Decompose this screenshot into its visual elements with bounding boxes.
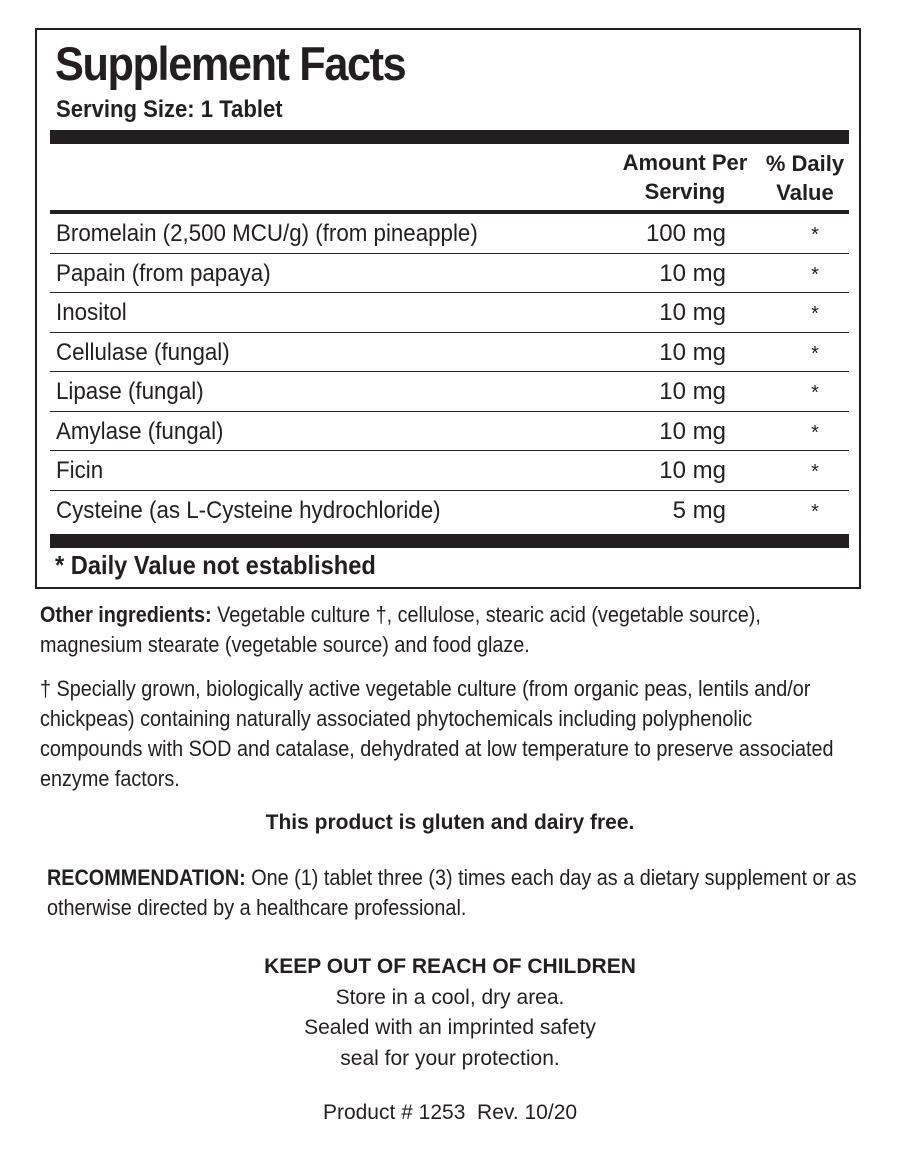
ingredient-daily-value: * [811,342,819,365]
ingredient-daily-value: * [811,461,819,483]
ingredient-daily-value: * [811,303,819,325]
ingredient-amount: 10 mg [659,259,726,287]
table-row [50,254,849,294]
table-row [50,491,849,530]
column-header-dv-line1: % Daily [765,151,845,176]
thick-divider-top [50,130,849,144]
supplement-facts-panel [35,28,861,589]
daily-value-footnote: * Daily Value not established [55,550,376,580]
ingredient-name: Ficin [56,457,104,484]
ingredient-amount: 10 mg [659,378,726,405]
ingredient-amount: 10 mg [659,457,726,484]
table-row [50,333,849,373]
serving-size: Serving Size: 1 Tablet [56,96,283,123]
table-row [50,412,849,452]
column-header-amount-line1: Amount Per [622,150,748,175]
ingredient-name: Papain (from papaya) [56,259,271,287]
ingredient-daily-value: * [811,224,819,246]
recommendation-label: RECOMMENDATION: [47,865,246,890]
column-header-amount-line2: Serving [644,179,726,204]
nutrient-table [50,214,849,529]
ingredient-amount: 10 mg [659,417,726,445]
table-row [50,214,849,254]
recommendation-text: One (1) tablet three (3) times each day as a dietary supplement or as otherwise directed by a healthcare professional. [47,865,857,920]
gluten-dairy-note: This product is gluten and dairy free. [265,811,635,834]
ingredient-amount: 100 mg [645,220,726,247]
ingredient-name: Cellulase (fungal) [56,338,230,366]
ingredient-daily-value: * [811,500,819,523]
other-ingredients [40,600,859,660]
other-ingredients-text: Vegetable culture †, cellulose, stearic acid (vegetable source), magnesium stearate (vegetable source) and food glaze. [40,602,761,657]
ingredient-name: Bromelain (2,500 MCU/g) (from pineapple) [56,220,478,247]
ingredient-daily-value: * [811,421,819,444]
ingredient-amount: 5 mg [672,496,726,524]
ingredient-name: Cysteine (as L-Cysteine hydrochloride) [56,496,441,524]
product-number: Product # 1253 Rev. 10/20 [322,1101,578,1124]
ingredient-daily-value: * [811,382,819,404]
table-row [50,293,849,333]
keep-out-warning: KEEP OUT OF REACH OF CHILDREN [264,955,636,978]
ingredient-daily-value: * [811,263,819,286]
table-row [50,372,849,412]
ingredient-name: Amylase (fungal) [56,417,224,445]
ingredient-amount: 10 mg [659,338,726,366]
culture-note: † Specially grown, biologically active vegetable culture (from organic peas, lentils and/or chickpeas) containing naturally associated phytochemicals including polyphenolic compounds with SOD and catalase, dehydrated at low temperature to preserve associated enzyme factors. [40,676,834,791]
thick-divider-bottom [50,534,849,548]
column-header-daily-value [759,149,851,207]
ingredient-name: Inositol [56,299,127,326]
storage-line-2: Sealed with an imprinted safety [304,1016,596,1039]
storage-line-1: Store in a cool, dry area. [335,986,565,1009]
storage-line-3: seal for your protection. [340,1047,560,1070]
ingredient-name: Lipase (fungal) [56,378,204,405]
other-ingredients-label: Other ingredients: [40,602,212,627]
panel-title: Supplement Facts [55,37,406,90]
column-header-dv-line2: Value [776,180,834,205]
column-header-amount [615,148,755,206]
ingredient-amount: 10 mg [659,299,726,326]
table-row [50,451,849,491]
recommendation [47,863,862,923]
